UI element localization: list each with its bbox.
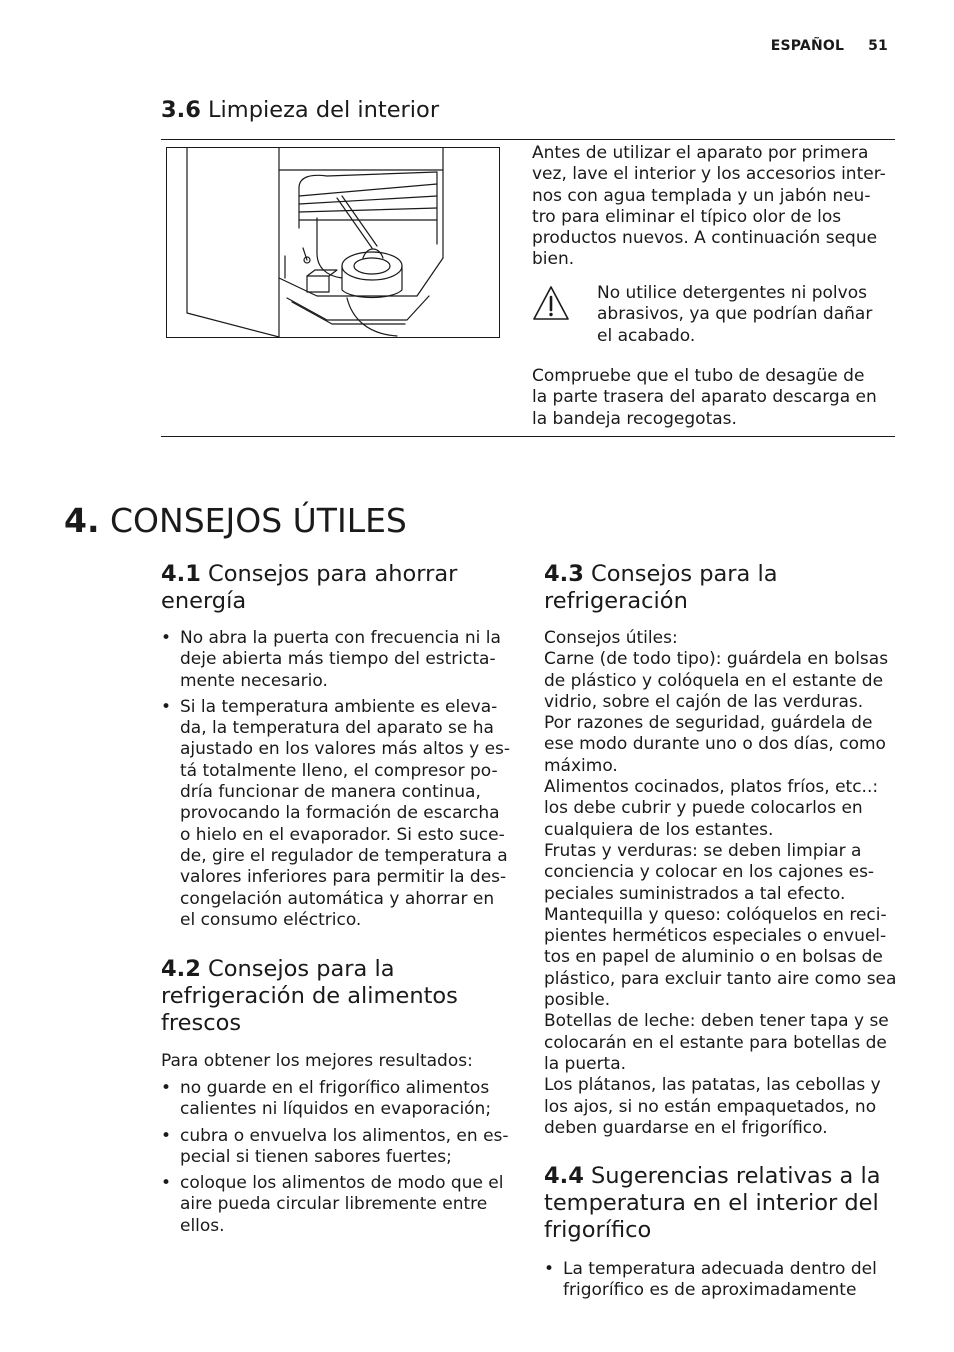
bullet-line: La temperatura adecuada dentro del (563, 1259, 877, 1279)
header-language: ESPAÑOL (770, 38, 845, 54)
bullet-line: el consumo eléctrico. (180, 909, 362, 930)
bottom-rule (161, 436, 895, 437)
section-title-line: Consejos para ahorrar (208, 561, 458, 587)
tip-line: Por razones de seguridad, guárdela de (544, 713, 873, 734)
intro-line: bien. (532, 249, 575, 270)
interior-cleaning-illustration (166, 147, 500, 338)
bullet-line: valores inferiores para permitir la des- (180, 867, 507, 888)
bullet-line: pecial si tienen sabores fuertes; (180, 1146, 452, 1167)
drain-line: la bandeja recogegotas. (532, 408, 737, 429)
bullet-line: Si la temperatura ambiente es eleva- (180, 696, 498, 717)
drain-check-text (532, 366, 877, 430)
section-title-line: Consejos para la (208, 956, 395, 982)
tip-line: colocarán en el estante para botellas de (544, 1032, 887, 1053)
tip-line: Carne (de todo tipo): guárdela en bolsas (544, 649, 889, 670)
chapter-title: CONSEJOS ÚTILES (110, 501, 407, 540)
tip-line: Alimentos cocinados, platos fríos, etc..: (544, 777, 879, 798)
tip-line: Los plátanos, las patatas, las cebollas y (544, 1075, 881, 1096)
list-item (161, 1126, 521, 1169)
tip-line: plástico, para excluir tanto aire como sea (544, 968, 897, 989)
bullet-line: No abra la puerta con frecuencia ni la (180, 628, 501, 648)
intro-line: nos con agua templada y un jabón neu- (532, 185, 871, 206)
section-4-2-intro: Para obtener los mejores resultados: (161, 1051, 473, 1071)
section-title-line: Sugerencias relativas a la (591, 1163, 881, 1189)
bullet-line: mente necesario. (180, 670, 328, 691)
section-title-line: Consejos para la (591, 561, 778, 587)
section-4-1-heading (161, 561, 457, 615)
warning-triangle-icon (531, 284, 571, 322)
tip-line: Mantequilla y queso: colóquelos en reci- (544, 904, 887, 925)
temperature-tips-list (544, 1259, 904, 1307)
fresh-food-tips-list (161, 1078, 521, 1242)
tip-line: conciencia y colocar en los cajones es- (544, 862, 875, 883)
tip-line: pientes herméticos especiales o envuel- (544, 926, 887, 947)
tip-line: peciales suministrados a tal efecto. (544, 883, 846, 904)
section-title-line: refrigeración (544, 588, 688, 614)
tip-line: vidrio, sobre el cajón de las verduras. (544, 691, 864, 712)
tip-line: Frutas y verduras: se deben limpiar a (544, 840, 862, 861)
tip-line: cualquiera de los estantes. (544, 819, 774, 840)
section-4-4-heading (544, 1163, 881, 1244)
section-number: 3.6 (161, 97, 201, 123)
intro-line: tro para eliminar el típico olor de los (532, 206, 842, 227)
bullet-line: no guarde en el frigorífico alimentos (180, 1078, 490, 1098)
tip-line: deben guardarse en el frigorífico. (544, 1117, 828, 1138)
tip-line: Consejos útiles: (544, 628, 678, 648)
energy-tips-list (161, 628, 521, 936)
chapter-heading (64, 501, 407, 541)
tip-line: máximo. (544, 755, 618, 776)
warning-line: No utilice detergentes ni polvos (597, 283, 867, 303)
intro-line: productos nuevos. A continuación seque (532, 228, 878, 249)
section-4-3-heading (544, 561, 778, 615)
bullet-line: cubra o envuelva los alimentos, en es- (180, 1125, 509, 1146)
bullet-line: provocando la formación de escarcha (180, 803, 500, 824)
bullet-line: ajustado en los valores más altos y es- (180, 739, 511, 760)
tip-line: de plástico y colóquela en el estante de (544, 670, 884, 691)
section-number: 4.4 (544, 1163, 584, 1189)
section-number: 4.3 (544, 561, 584, 587)
warning-line: el acabado. (597, 325, 696, 346)
running-header (771, 38, 888, 54)
bullet-line: ellos. (180, 1215, 225, 1236)
intro-line: vez, lave el interior y los accesorios inter- (532, 164, 886, 185)
section-number: 4.2 (161, 956, 201, 982)
list-item (161, 697, 521, 931)
tip-line: posible. (544, 990, 611, 1011)
tip-line: Botellas de leche: deben tener tapa y se (544, 1011, 889, 1032)
bullet-line: congelación automática y ahorrar en (180, 888, 495, 909)
tip-line: los ajos, si no están empaquetados, no (544, 1096, 877, 1117)
section-title: Limpieza del interior (208, 97, 440, 123)
warning-line: abrasivos, ya que podrían dañar (597, 304, 873, 325)
section-3-6-heading (161, 97, 439, 124)
tip-line: tos en papel de aluminio o en bolsas de (544, 947, 883, 968)
bullet-line: frigorífico es de aproximadamente (563, 1280, 857, 1301)
section-number: 4.1 (161, 561, 201, 587)
section-title-line: temperatura en el interior del (544, 1190, 879, 1216)
bullet-line: dría funcionar de manera continua, (180, 782, 481, 803)
page-number: 51 (868, 38, 888, 54)
list-item (161, 628, 521, 692)
top-rule (161, 139, 895, 140)
list-item (161, 1078, 521, 1121)
section-4-2-heading (161, 956, 458, 1037)
bullet-line: de, gire el regulador de temperatura a (180, 845, 508, 866)
tip-line: los debe cubrir y puede colocarlos en (544, 798, 863, 819)
section-title-line: refrigeración de alimentos (161, 983, 458, 1009)
bullet-line: deje abierta más tiempo del estricta- (180, 649, 496, 670)
bullet-line: calientes ni líquidos en evaporación; (180, 1099, 492, 1120)
list-item (161, 1173, 521, 1237)
section-title-line: frigorífico (544, 1217, 652, 1243)
warning-text (597, 283, 872, 347)
drain-line: Compruebe que el tubo de desagüe de (532, 366, 865, 386)
bullet-line: tá totalmente lleno, el compresor po- (180, 760, 498, 781)
tip-line: ese modo durante uno o dos días, como (544, 734, 886, 755)
bullet-line: da, la temperatura del aparato se ha (180, 718, 494, 739)
drain-line: la parte trasera del aparato descarga en (532, 387, 877, 408)
intro-line: Antes de utilizar el aparato por primera (532, 143, 869, 163)
chapter-number: 4. (64, 501, 100, 540)
tip-line: la puerta. (544, 1053, 627, 1074)
bullet-line: o hielo en el evaporador. Si esto suce- (180, 824, 505, 845)
list-item (544, 1259, 904, 1302)
refrigeration-tips (544, 628, 896, 1139)
bullet-line: aire pueda circular libremente entre (180, 1194, 488, 1215)
cleaning-instructions (532, 143, 886, 271)
section-title-line: energía (161, 588, 247, 614)
section-title-line: frescos (161, 1010, 242, 1036)
bullet-line: coloque los alimentos de modo que el (180, 1173, 504, 1194)
